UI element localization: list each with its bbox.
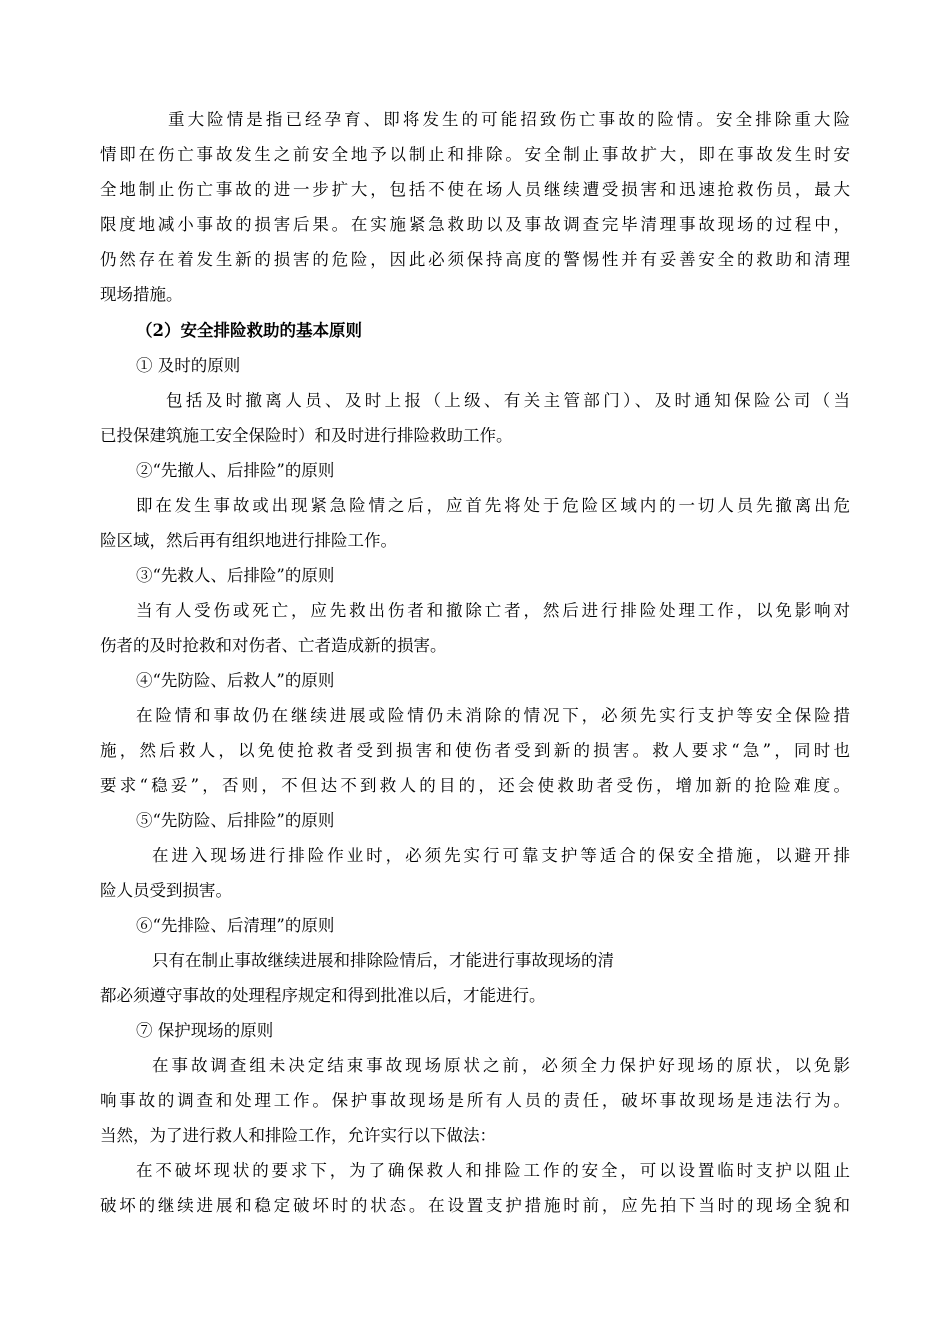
paragraph-line: 响事故的调查和处理工作。保护事故现场是所有人员的责任，破坏事故现场是违法行为。 bbox=[100, 1091, 850, 1110]
principle-title: ③“先救人、后排险”的原则 bbox=[136, 566, 335, 585]
paragraph-line: 现场措施。 bbox=[100, 285, 183, 304]
paragraph-line: 全地制止伤亡事故的进一步扩大，包括不使在场人员继续遭受损害和迅速抢救伤员，最大 bbox=[100, 180, 850, 199]
paragraph-line: 险人员受到损害。 bbox=[100, 881, 232, 900]
paragraph-line: 在进入现场进行排险作业时，必须先实行可靠支护等适合的保安全措施，以避开排 bbox=[152, 846, 850, 865]
paragraph-line: 当有人受伤或死亡，应先救出伤者和撤除亡者，然后进行排险处理工作，以免影响对 bbox=[136, 601, 850, 620]
paragraph-line: 已投保建筑施工安全保险时）和及时进行排险救助工作。 bbox=[100, 426, 513, 445]
paragraph-line: 即在发生事故或出现紧急险情之后，应首先将处于危险区域内的一切人员先撤离出危 bbox=[136, 496, 850, 515]
paragraph-line: 重大险情是指已经孕育、即将发生的可能招致伤亡事故的险情。安全排除重大险 bbox=[168, 110, 850, 129]
paragraph-line: 要求“稳妥”，否则，不但达不到救人的目的，还会使救助者受伤，增加新的抢险难度。 bbox=[100, 776, 850, 795]
principle-title: ⑦ 保护现场的原则 bbox=[136, 1021, 274, 1040]
paragraph-line: 仍然存在着发生新的损害的危险，因此必须保持高度的警惕性并有妥善安全的救助和清理 bbox=[100, 250, 850, 269]
principle-title: ⑥“先排险、后清理”的原则 bbox=[136, 916, 335, 935]
principle-title: ⑤“先防险、后排险”的原则 bbox=[136, 811, 335, 830]
paragraph-line: 施，然后救人，以免使抢救者受到损害和使伤者受到新的损害。救人要求“急”，同时也 bbox=[100, 741, 850, 760]
paragraph-line: 险区域，然后再有组织地进行排险工作。 bbox=[100, 531, 397, 550]
paragraph-line: 在事故调查组未决定结束事故现场原状之前，必须全力保护好现场的原状，以免影 bbox=[152, 1056, 850, 1075]
paragraph-line: 伤者的及时抢救和对伤者、亡者造成新的损害。 bbox=[100, 636, 447, 655]
paragraph-line: 在不破坏现状的要求下，为了确保救人和排险工作的安全，可以设置临时支护以阻止 bbox=[136, 1161, 850, 1180]
paragraph-line: 都必须遵守事故的处理程序规定和得到批准以后，才能进行。 bbox=[100, 986, 546, 1005]
paragraph-line-truncated: 只有在制止事故继续进展和排除险情后，才能进行事故现场的清 bbox=[152, 951, 614, 970]
paragraph-line: 包括及时撤离人员、及时上报（上级、有关主管部门）、及时通知保险公司（当 bbox=[166, 391, 850, 410]
paragraph-line: 破坏的继续进展和稳定破坏时的状态。在设置支护措施时前，应先拍下当时的现场全貌和 bbox=[100, 1196, 850, 1215]
paragraph-line: 限度地减小事故的损害后果。在实施紧急救助以及事故调查完毕清理事故现场的过程中， bbox=[100, 215, 850, 234]
paragraph-line: 在险情和事故仍在继续进展或险情仍未消除的情况下，必须先实行支护等安全保险措 bbox=[136, 706, 850, 725]
principle-title: ① 及时的原则 bbox=[136, 356, 241, 375]
principle-title: ④“先防险、后救人”的原则 bbox=[136, 671, 335, 690]
section-heading: （2）安全排险救助的基本原则 bbox=[136, 321, 362, 340]
paragraph-line: 当然，为了进行救人和排险工作，允许实行以下做法： bbox=[100, 1126, 496, 1145]
principle-title: ②“先撤人、后排险”的原则 bbox=[136, 461, 335, 480]
paragraph-line: 情即在伤亡事故发生之前安全地予以制止和排除。安全制止事故扩大，即在事故发生时安 bbox=[100, 145, 850, 164]
